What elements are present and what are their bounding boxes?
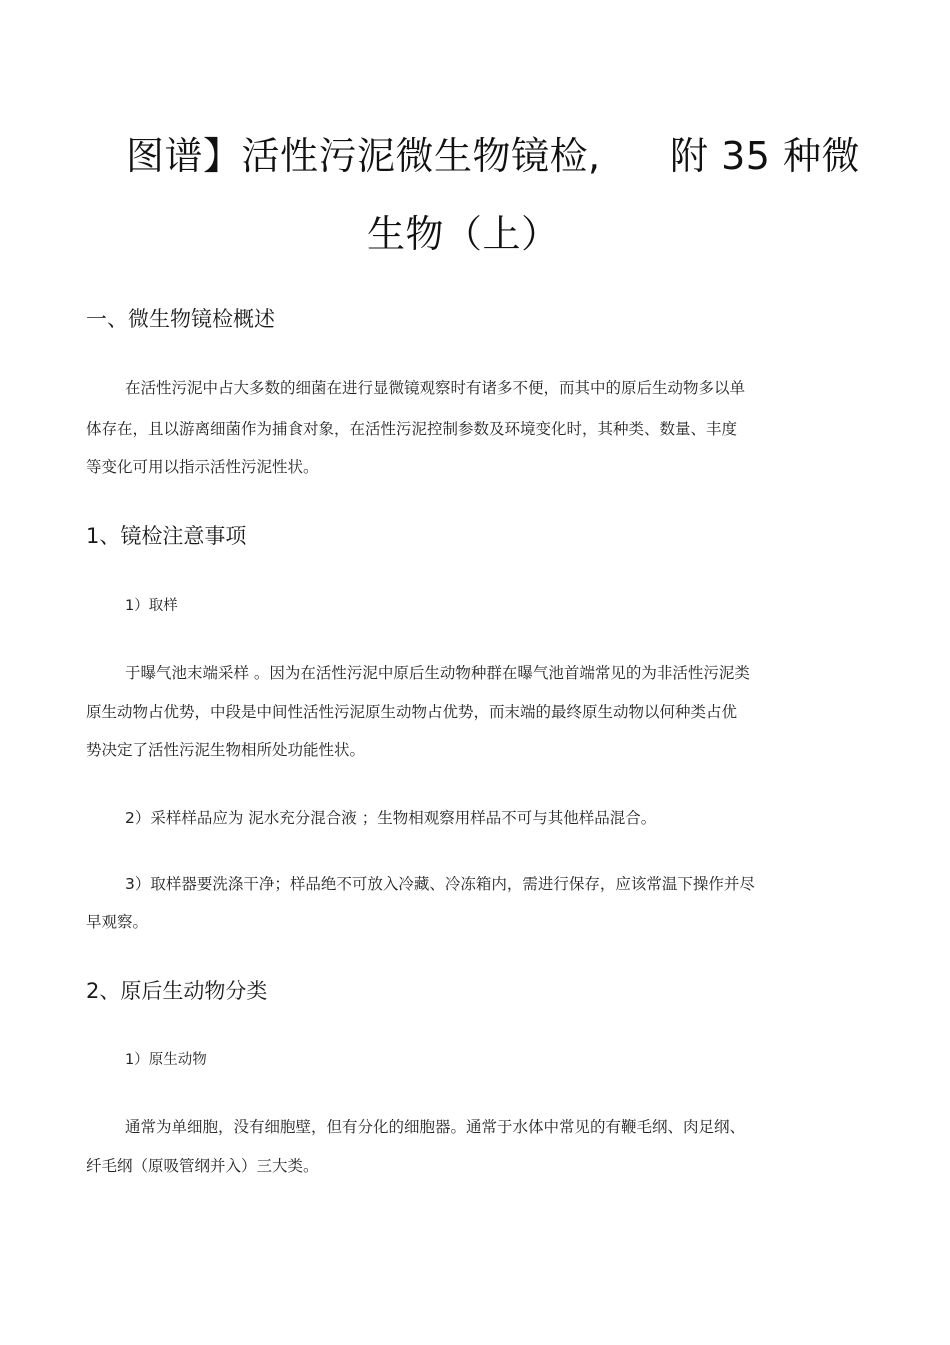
title-line1-part2: 附 35 种微 bbox=[670, 134, 861, 178]
item-mixed-sample: 2）采样样品应为 泥水充分混合液 ；生物相观察用样品不可与其他样品混合。 bbox=[125, 809, 657, 827]
item-sampling-label: 1）取样 bbox=[125, 598, 178, 614]
title-line1-part1: 图谱】活性污泥微生物镜检, bbox=[126, 134, 601, 178]
overview-paragraph-line1: 在活性污泥中占大多数的细菌在进行显微镜观察时有诸多不便，而其中的原后生动物多以单 bbox=[125, 379, 746, 397]
overview-paragraph-line3: 等变化可用以指示活性污泥性状。 bbox=[86, 458, 319, 476]
protozoa-paragraph-line1: 通常为单细胞，没有细胞壁，但有分化的细胞器。通常于水体中常见的有鞭毛纲、肉足纲、 bbox=[125, 1118, 746, 1136]
section-heading-classification: 2、原后生动物分类 bbox=[86, 979, 268, 1003]
title-line2: 生物（上） bbox=[367, 212, 560, 256]
sampling-paragraph-line1: 于曝气池末端采样 。因为在活性污泥中原后生动物种群在曝气池首端常见的为非活性污泥类 bbox=[125, 664, 750, 682]
item-sampler-line1: 3）取样器要洗涤干净；样品绝不可放入冷藏、冷冻箱内，需进行保存，应该常温下操作并尽 bbox=[125, 875, 755, 893]
protozoa-paragraph-line2: 纤毛纲（原吸管纲并入）三大类。 bbox=[86, 1157, 319, 1175]
sampling-paragraph-line3: 势决定了活性污泥生物相所处功能性状。 bbox=[86, 741, 366, 759]
item-sampler-line2: 早观察。 bbox=[86, 913, 149, 931]
overview-paragraph-line2: 体存在，且以游离细菌作为捕食对象，在活性污泥控制参数及环境变化时，其种类、数量、丰度 bbox=[86, 420, 738, 438]
section-heading-precautions: 1、镜检注意事项 bbox=[86, 524, 247, 548]
section-heading-overview: 一、微生物镜检概述 bbox=[86, 307, 275, 331]
item-protozoa-label: 1）原生动物 bbox=[125, 1052, 207, 1068]
sampling-paragraph-line2: 原生动物占优势，中段是中间性活性污泥原生动物占优势，而末端的最终原生动物以何种类占优 bbox=[86, 703, 738, 721]
